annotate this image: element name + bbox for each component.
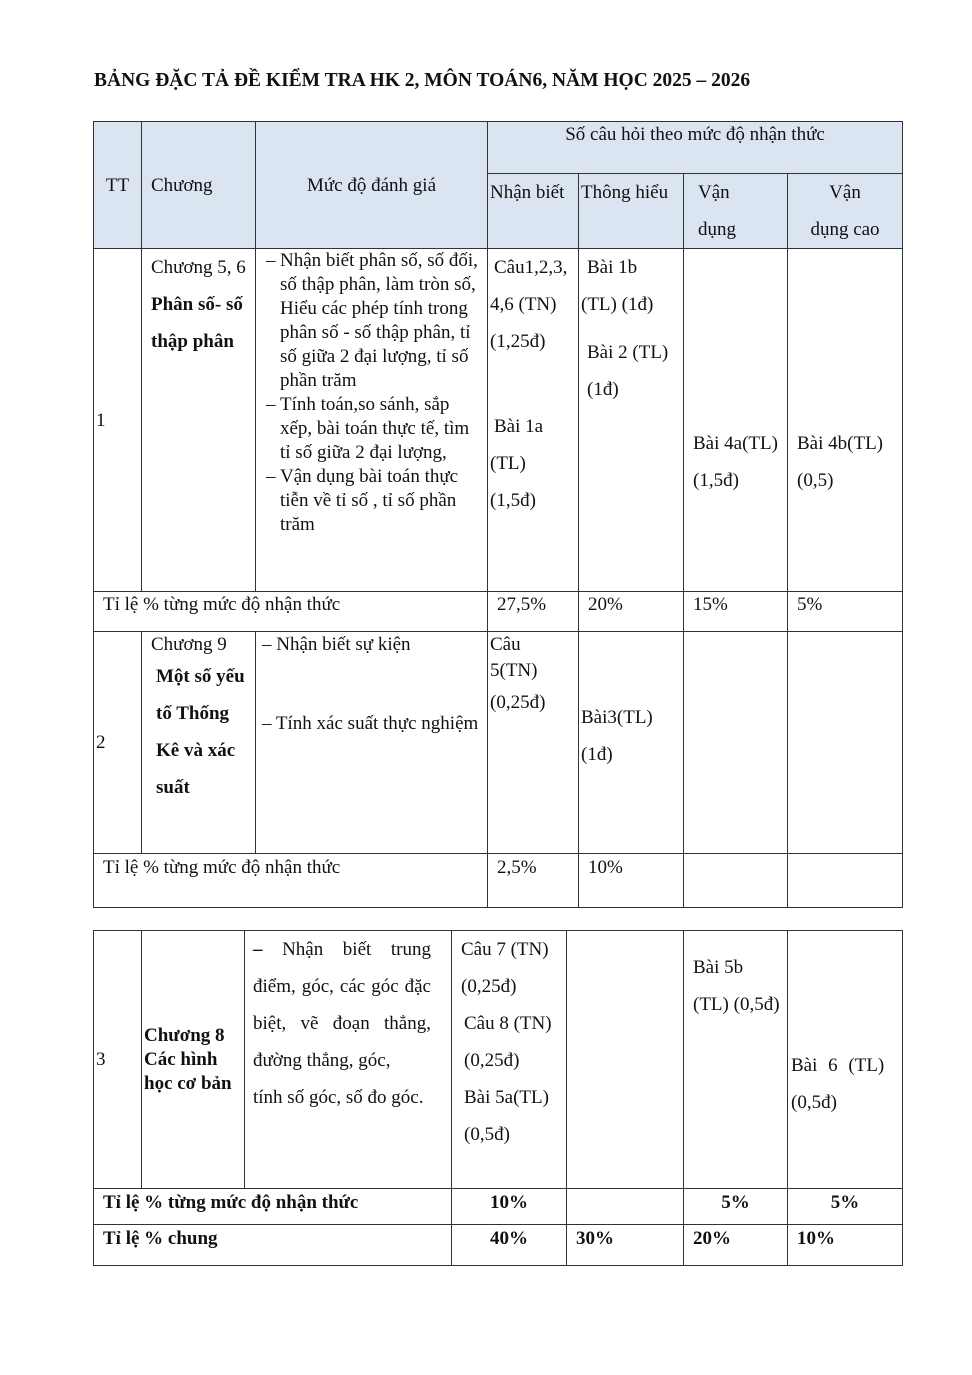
cell-line: (1,5đ) bbox=[490, 490, 536, 511]
cell-line: (TL) (1đ) bbox=[581, 294, 654, 315]
row3-van-dung-cao bbox=[788, 931, 903, 1189]
header-muc-do: Mức độ đánh giá bbox=[256, 122, 488, 249]
cell-line: Bài 5b bbox=[693, 957, 744, 978]
row2-nhan-biet bbox=[488, 632, 579, 854]
cell-line: Câu 7 (TN) bbox=[461, 939, 549, 960]
criteria-item: – Vận dụng bài toán thực tiễn về tỉ số , tỉ số phần trăm bbox=[260, 465, 481, 537]
total-vd: 20% bbox=[684, 1225, 788, 1266]
header-van-dung: Vận dụng bbox=[684, 174, 788, 249]
cell-line: Câu 8 (TN) bbox=[464, 1013, 552, 1034]
row1-criteria bbox=[256, 249, 488, 592]
row1-thong-hieu bbox=[579, 249, 684, 592]
cell-line: (1,25đ) bbox=[490, 331, 546, 352]
row1-chuong-number: Chương 5, 6 bbox=[151, 257, 246, 278]
cell-line: Câu1,2,3, bbox=[494, 257, 568, 278]
cell-line: Bài 5a(TL) bbox=[464, 1087, 549, 1108]
total-nb: 40% bbox=[452, 1225, 567, 1266]
spec-table-part-1 bbox=[93, 121, 903, 908]
cell-line: Bài 2 (TL) bbox=[587, 342, 669, 363]
cell-line: (0,5đ) bbox=[791, 1092, 837, 1113]
row1-ratio-vdc: 5% bbox=[788, 592, 903, 632]
cell-line: (TL) bbox=[490, 453, 526, 474]
cell-line: Bài 4b(TL) bbox=[797, 433, 884, 454]
row2-chuong-number: Chương 9 bbox=[151, 634, 227, 655]
row3-ratio-vdc: 5% bbox=[788, 1189, 903, 1225]
row2-van-dung bbox=[684, 632, 788, 854]
row2-criteria bbox=[256, 632, 488, 854]
row3-ratio-label: Tỉ lệ % từng mức độ nhận thức bbox=[94, 1189, 452, 1225]
row1-ratio-vd: 15% bbox=[684, 592, 788, 632]
row3-chuong: Chương 8 Các hình học cơ bản bbox=[142, 931, 245, 1189]
cell-line: Bài 6 (TL) bbox=[791, 1055, 885, 1076]
row1-chuong-name: Phân số- số thập phân bbox=[151, 294, 243, 352]
row3-van-dung bbox=[684, 931, 788, 1189]
row1-chuong bbox=[142, 249, 256, 592]
cell-line: Bài3(TL) bbox=[581, 707, 653, 728]
page-title: BẢNG ĐẶC TẢ ĐỀ KIỂM TRA HK 2, MÔN TOÁN6, NĂM HỌC 2025 – 2026 bbox=[94, 70, 751, 91]
criteria-text: Tính xác suất thực nghiệm bbox=[275, 713, 479, 734]
cell-line: (1,5đ) bbox=[693, 470, 739, 491]
row2-chuong bbox=[142, 632, 256, 854]
total-label: Tỉ lệ % chung bbox=[94, 1225, 452, 1266]
criteria-item: – Nhận biết phân số, số đối, số thập phân, làm tròn số, Hiểu các phép tính trong phân số - số thập phân, tỉ số giữa 2 đại lượng, tỉ số phần trăm bbox=[260, 249, 481, 393]
header-so-cau: Số câu hỏi theo mức độ nhận thức bbox=[488, 122, 903, 174]
cell-line: 4,6 (TN) bbox=[490, 294, 557, 315]
row2-thong-hieu bbox=[579, 632, 684, 854]
row3-thong-hieu bbox=[567, 931, 684, 1189]
row3-ratio-nb: 10% bbox=[452, 1189, 567, 1225]
header-nhan-biet: Nhận biết bbox=[488, 174, 579, 249]
row1-tt: 1 bbox=[94, 249, 142, 592]
cell-line: (0,5) bbox=[797, 470, 834, 491]
row1-van-dung-cao bbox=[788, 249, 903, 592]
header-thong-hieu: Thông hiểu bbox=[579, 174, 684, 249]
criteria-item: – Nhận biết trung điểm, góc, các góc đặc biệt, vẽ đoạn thẳng, đường thẳng, góc, bbox=[253, 939, 431, 1071]
criteria-item: – Tính xác suất thực nghiệm bbox=[262, 713, 479, 734]
cell-line: (1đ) bbox=[581, 744, 613, 765]
total-vdc: 10% bbox=[788, 1225, 903, 1266]
row2-tt: 2 bbox=[94, 632, 142, 854]
cell-line: (0,25đ) bbox=[461, 976, 517, 997]
cell-line: (0,5đ) bbox=[464, 1124, 510, 1145]
cell-line: Bài 4a(TL) bbox=[693, 433, 778, 454]
cell-line: (0,25đ) bbox=[464, 1050, 520, 1071]
row3-tt: 3 bbox=[94, 931, 142, 1189]
cell-line: Bài 1b bbox=[587, 257, 638, 278]
header-van-dung-cao: Vận dụng cao bbox=[788, 174, 903, 249]
row2-chuong-name: Một số yếu tố Thống Kê và xác suất bbox=[156, 666, 245, 798]
row1-van-dung bbox=[684, 249, 788, 592]
total-th: 30% bbox=[567, 1225, 684, 1266]
criteria-item: – Tính toán,so sánh, sắp xếp, bài toán thực tế, tìm tỉ số giữa 2 đại lượng, bbox=[260, 393, 481, 465]
criteria-text: Nhận biết sự kiện bbox=[276, 634, 411, 655]
header-chuong: Chương bbox=[142, 122, 256, 249]
cell-line: (1đ) bbox=[587, 379, 619, 400]
row1-ratio-label: Tỉ lệ % từng mức độ nhận thức bbox=[94, 592, 488, 632]
row2-ratio-nb: 2,5% bbox=[488, 854, 579, 908]
row1-ratio-th: 20% bbox=[579, 592, 684, 632]
row2-ratio-th: 10% bbox=[579, 854, 684, 908]
row3-ratio-th bbox=[567, 1189, 684, 1225]
cell-line: Câu bbox=[490, 634, 521, 655]
row2-ratio-vd bbox=[684, 854, 788, 908]
criteria-text: Nhận biết trung điểm, góc, các góc đặc biệt, vẽ đoạn thẳng, đường thẳng, góc, bbox=[253, 939, 431, 1071]
cell-line: (TL) (0,5đ) bbox=[693, 994, 780, 1015]
row2-van-dung-cao bbox=[788, 632, 903, 854]
header-tt: TT bbox=[94, 122, 142, 249]
row2-ratio-vdc bbox=[788, 854, 903, 908]
row2-ratio-label: Tỉ lệ % từng mức độ nhận thức bbox=[94, 854, 488, 908]
criteria-item: tính số góc, số đo góc. bbox=[253, 1087, 424, 1108]
criteria-item: – Nhận biết sự kiện bbox=[262, 634, 411, 655]
row3-ratio-vd: 5% bbox=[684, 1189, 788, 1225]
row3-criteria bbox=[245, 931, 452, 1189]
row3-nhan-biet bbox=[452, 931, 567, 1189]
row1-ratio-nb: 27,5% bbox=[488, 592, 579, 632]
row1-nhan-biet bbox=[488, 249, 579, 592]
cell-line: (0,25đ) bbox=[490, 692, 546, 713]
cell-line: 5(TN) bbox=[490, 660, 538, 681]
cell-line: Bài 1a bbox=[494, 416, 544, 437]
spec-table-part-2 bbox=[93, 930, 903, 1266]
